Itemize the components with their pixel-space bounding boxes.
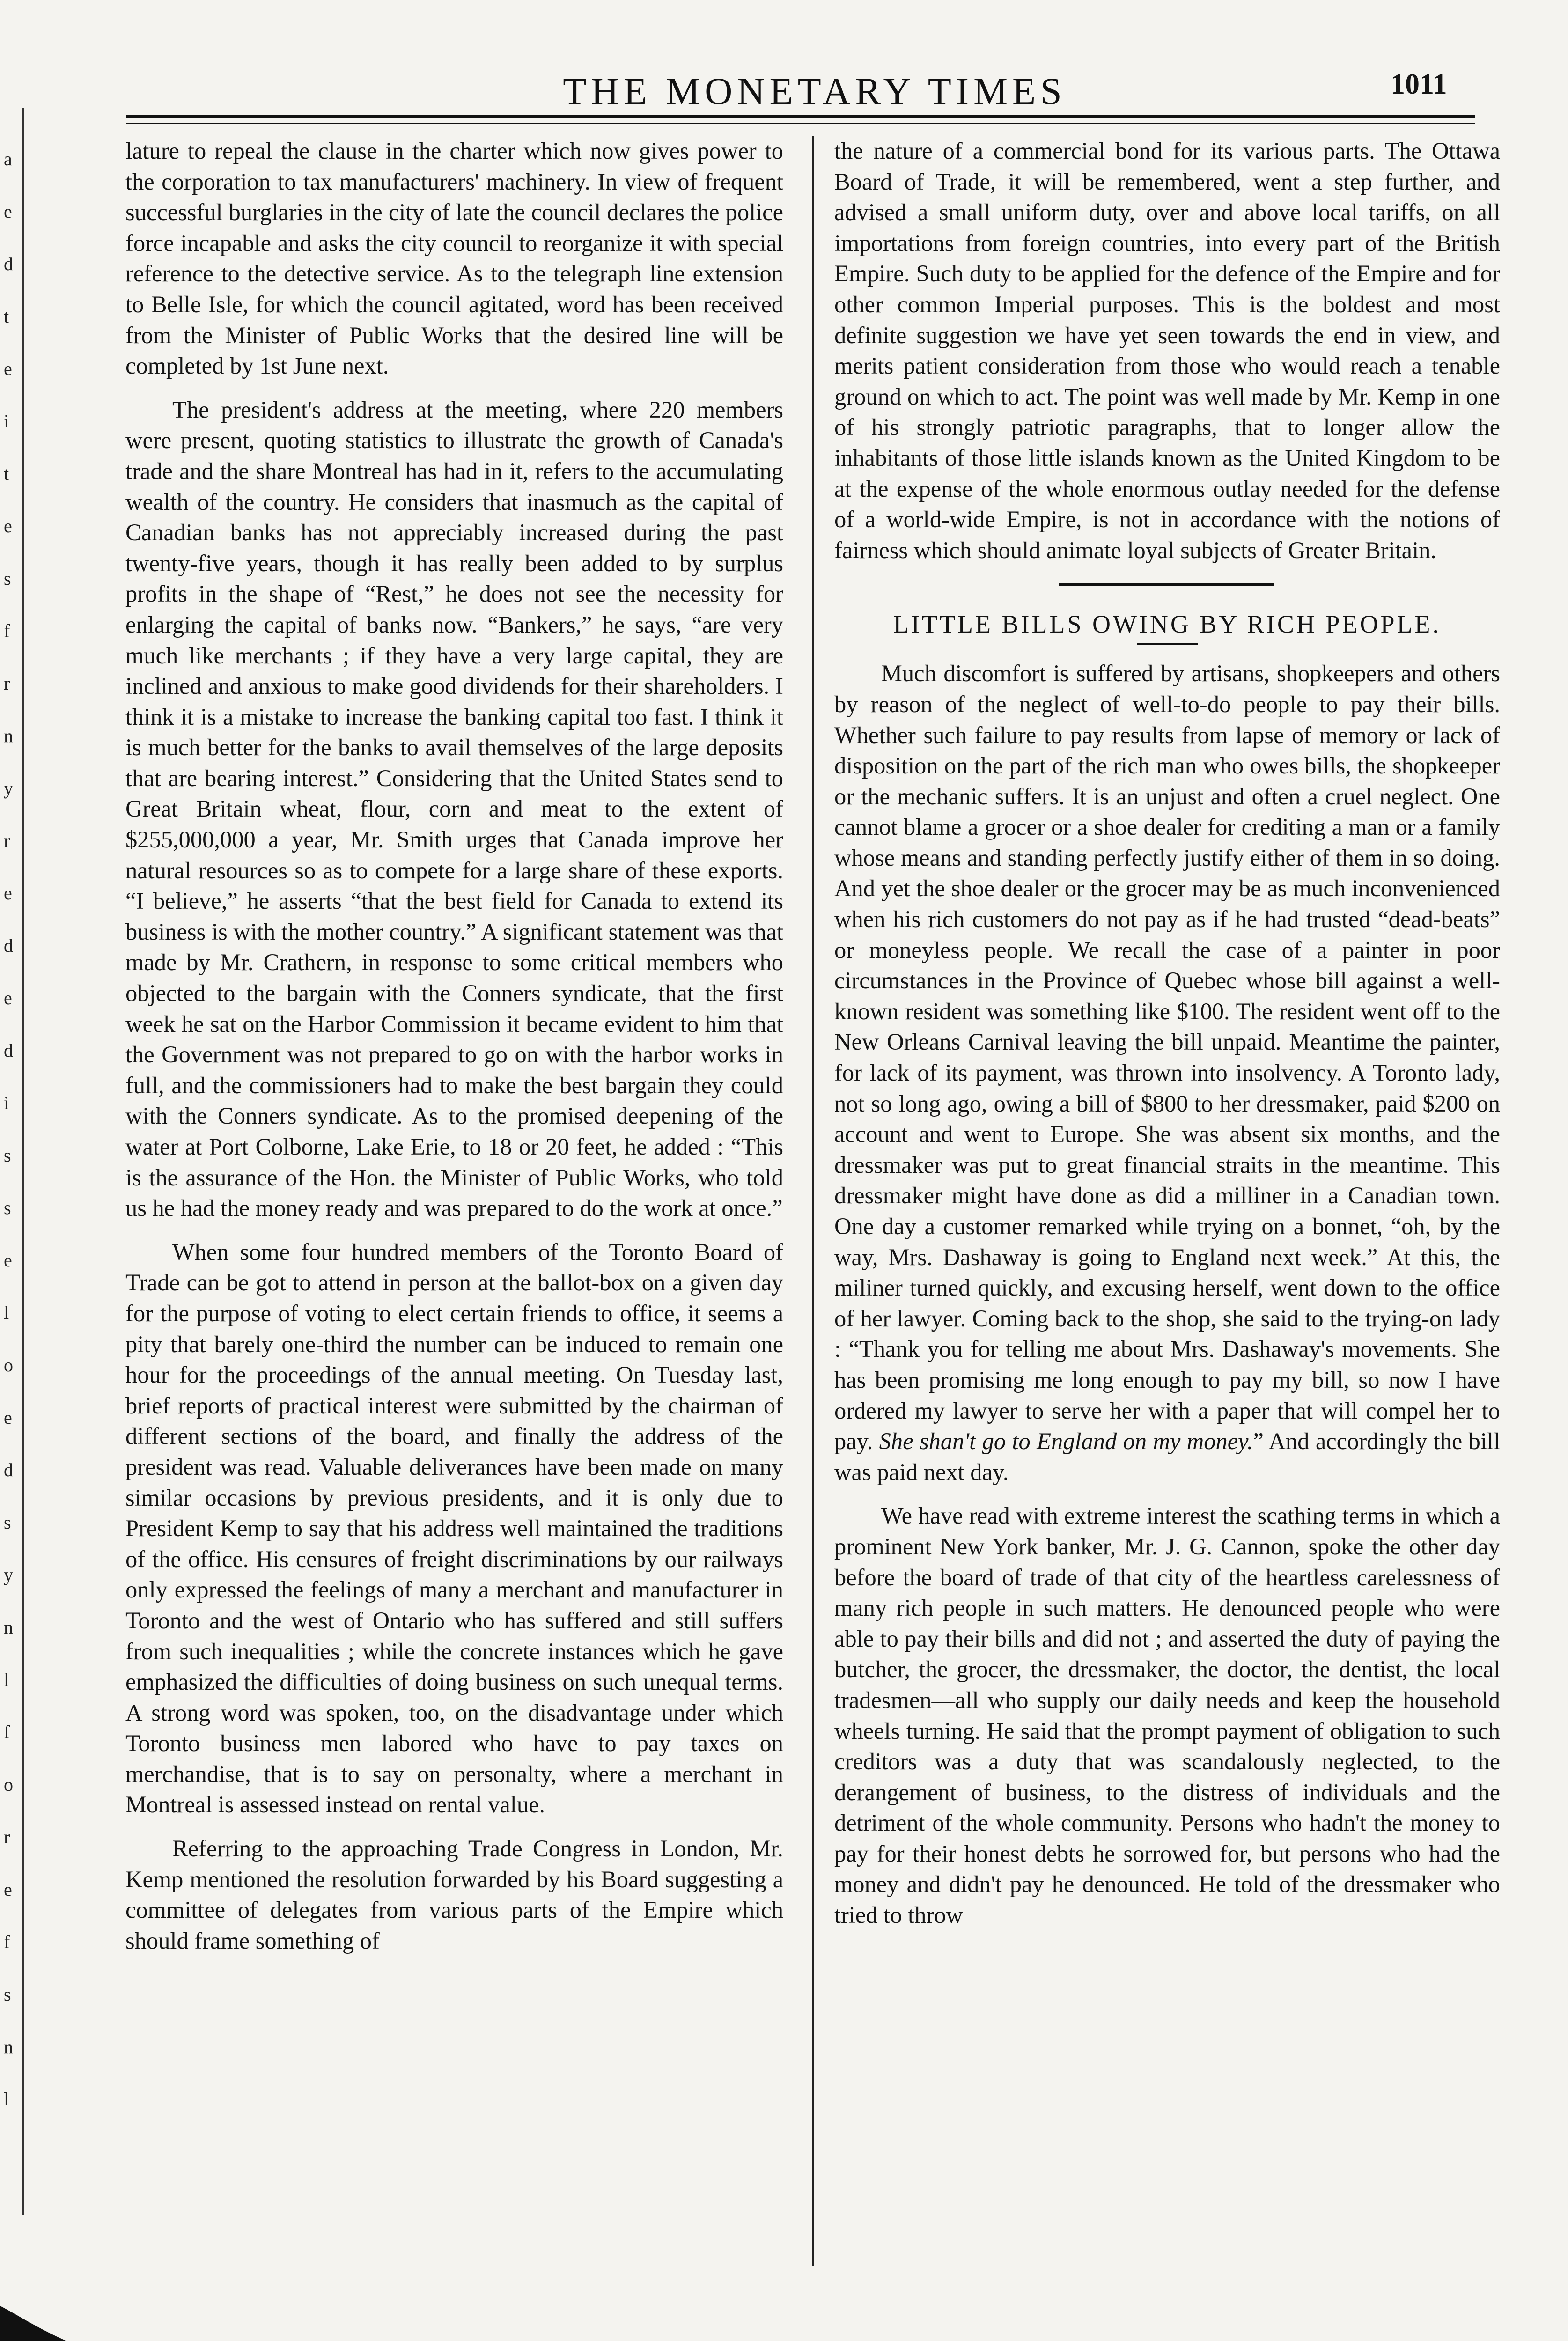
margin-char: n bbox=[4, 2036, 13, 2057]
margin-char: r bbox=[4, 673, 10, 694]
header-rule-thin bbox=[126, 123, 1475, 124]
margin-char: s bbox=[4, 1197, 11, 1218]
margin-char: s bbox=[4, 1512, 11, 1533]
margin-char: i bbox=[4, 411, 9, 432]
margin-char: n bbox=[4, 725, 13, 746]
left-column bbox=[125, 136, 783, 1956]
paragraph: The president's address at the meeting, where 220 members were present, quoting statistics to illustrate the growth of Canada's trade and the share Montreal has had in it, refers to the accumulating wealth of the country. He considers that inasmuch as the capital of Canadian banks has not appreciably increased during the past twenty-five years, though it has really been added to by surplus profits in the shape of “Rest,” he does not see the necessity for enlarging the capital of banks now. “Bankers,” he says, “are very much like merchants ; if they have a very large capital, they are inclined and anxious to make good dividends for their shareholders. I think it is a mistake to increase the banking capital too fast. I think it is much better for the banks to avail themselves of the large deposits that are bearing interest.” Considering that the United States send to Great Britain wheat, flour, corn and meat to the extent of $255,000,000 a year, Mr. Smith urges that Canada improve her natural resources so as to compete for a large share of these exports. “I believe,” he asserts “that the best field for Canada to extend its business is with the mother country.” A significant statement was that made by Mr. Crathern, in response to some critical members who objected to the bargain with the Conners syndicate, that the first week he sat on the Harbor Commission it became evident to him that the Government was not prepared to go on with the harbor works in full, and the commissioners had to make the best bargain they could with the Conners syndicate. As to the promised deepening of the water at Port Colborne, Lake Erie, to 18 or 20 feet, he added : “This is the assurance of the Hon. the Minister of Public Works, who told us he had the money ready and was prepared to do the work at once.” bbox=[125, 396, 783, 1222]
paragraph: When some four hundred members of the Toronto Board of Trade can be got to attend in person at the ballot-box on a given day for the purpose of voting to elect certain friends to office, it seems a pity that barely one-third the number can be induced to remain one hour for the proceedings of the annual meeting. On Tuesday last, brief reports of practical interest were submitted by the chairman of different sections of the board, and finally the address of the president was read. Valuable deliverances have been made on many similar occasions by previous presidents, and it is only due to President Kemp to say that his address well maintained the traditions of the office. His censures of freight discriminations by our railways only expressed the feelings of many a merchant and manufacturer in Toronto and the west of Ontario who has suffered and still suffers from such inequalities ; while the concrete instances which he gave emphasized the difficulties of doing business on such unequal terms. A strong word was spoken, too, on the disadvantage under which Toronto business men labored who have to pay taxes on merchandise, that is to say on personalty, where a merchant in Montreal is assessed instead on rental value. bbox=[125, 1238, 783, 1818]
margin-char: r bbox=[4, 1826, 10, 1848]
margin-char: s bbox=[4, 568, 11, 589]
header-rule-thick bbox=[126, 115, 1475, 118]
article-heading: LITTLE BILLS OWING BY RICH PEOPLE. bbox=[893, 610, 1441, 639]
margin-char: s bbox=[4, 1145, 11, 1166]
column-divider bbox=[812, 136, 814, 2266]
paragraph: Referring to the approaching Trade Congress in London, Mr. Kemp mentioned the resolution forwarded by his Board suggesting a committee of delegates from various parts of the Empire which should frame something of bbox=[125, 1835, 783, 1954]
margin-char: t bbox=[4, 306, 9, 327]
margin-char: e bbox=[4, 987, 12, 1009]
section-separator-rule bbox=[1059, 583, 1274, 586]
margin-char: r bbox=[4, 830, 10, 851]
margin-char: s bbox=[4, 1984, 11, 2005]
margin-char: e bbox=[4, 883, 12, 904]
margin-char: d bbox=[4, 935, 13, 956]
margin-char: n bbox=[4, 1617, 13, 1638]
margin-char: d bbox=[4, 253, 13, 274]
masthead-title: THE MONETARY TIMES bbox=[563, 70, 1067, 112]
margin-char: e bbox=[4, 1879, 12, 1900]
margin-char: l bbox=[4, 2089, 9, 2110]
margin-char: f bbox=[4, 620, 10, 641]
margin-char: o bbox=[4, 1355, 13, 1376]
section-separator bbox=[834, 566, 1500, 603]
margin-char: o bbox=[4, 1774, 13, 1795]
corner-ink-mark bbox=[0, 2273, 140, 2341]
margin-char: l bbox=[4, 1302, 9, 1323]
margin-char: y bbox=[4, 778, 13, 799]
margin-char: a bbox=[4, 148, 12, 169]
paragraph: the nature of a commercial bond for its various parts. The Ottawa Board of Trade, it will be remembered, went a step further, and advised a small uniform duty, over and above local tariffs, on all importations from foreign countries, into every part of the British Empire. Such duty to be applied for the defence of the Empire and for other common Imperial purposes. This is the boldest and most definite suggestion we have yet seen towards the end in view, and merits patient consideration from those who would reach a tenable ground on which to act. The point was well made by Mr. Kemp in one of his strongly patriotic paragraphs, that to longer allow the inhabitants of those little islands known as the United Kingdom to be at the expense of the whole enormous outlay needed for the defense of a world-wide Empire, is not in accordance with the notions of fairness which should animate loyal subjects of Greater Britain. bbox=[834, 138, 1500, 563]
margin-char: d bbox=[4, 1459, 13, 1480]
margin-char: e bbox=[4, 1407, 12, 1428]
page-number: 1011 bbox=[1391, 68, 1447, 100]
margin-char: f bbox=[4, 1931, 10, 1952]
paragraph bbox=[834, 658, 1500, 1487]
italic-quote: She shan't go to England on my money. bbox=[879, 1428, 1253, 1455]
margin-char: e bbox=[4, 201, 12, 222]
margin-char: i bbox=[4, 1092, 9, 1113]
article-text: Much discomfort is suffered by artisans, shopkeepers and others by reason of the neglect of well-to-do people to pay their bills. Whether such failure to pay results from lapse of memory or lack of disposition on the part of the rich man who owes bills, the shopkeeper or the mechanic suffers. It is an unjust and often a cruel neglect. One cannot blame a grocer or a shoe dealer for crediting a man or a family whose means and standing perfectly justify either of them in so doing. And yet the shoe dealer or the grocer may be as much inconvenienced when his rich customers do not pay as if he had trusted “dead-beats” or moneyless people. We recall the case of a painter in poor circumstances in the Province of Quebec whose bill against a well-known resident was something like $100. The resident went off to the New Orleans Carnival leaving the bill unpaid. Meantime the painter, for lack of its payment, was thrown into insolvency. A Toronto lady, not so long ago, owing a bill of $800 to her dressmaker, paid $200 on account and went to Europe. She was absent six months, and the dressmaker was put to great financial straits in the meantime. This dressmaker might have done as did a milliner in a Canadian town. One day a customer remarked while trying on a bonnet, “oh, by the way, Mrs. Dashaway is going to England next week.” At this, the miliner turned quickly, and excusing herself, went down to the office of her lawyer. Coming back to the shop, she said to the trying-on lady : “Thank you for telling me about Mrs. Dashaway's movements. She has been promising me long enough to pay my bill, so now I have ordered my lawyer to serve her with a paper that will compel her to pay. bbox=[834, 660, 1500, 1455]
paragraph: lature to repeal the clause in the charter which now gives power to the corporation to tax manufacturers' machinery. In view of frequent successful burglaries in the city of late the council declares the police force incapable and asks the city council to reorganize it with special reference to the detective service. As to the telegraph line extension to Belle Isle, for which the council agitated, word has been received from the Minister of Public Works that the desired line will be completed by 1st June next. bbox=[125, 138, 783, 379]
right-column bbox=[834, 136, 1500, 1931]
article-text: ” And accordingly the bill was paid next day. bbox=[834, 1428, 1501, 1485]
margin-char: d bbox=[4, 1040, 13, 1061]
margin-char: y bbox=[4, 1564, 13, 1585]
margin-char: e bbox=[4, 358, 12, 379]
heading-rule bbox=[1137, 643, 1198, 645]
margin-char: t bbox=[4, 463, 9, 484]
margin-char: f bbox=[4, 1722, 10, 1743]
paragraph: We have read with extreme interest the scathing terms in which a prominent New York banker, Mr. J. G. Cannon, spoke the other day before the board of trade of that city of the heartless carelessness of many rich people in such matters. He denounced people who were able to pay their bills and did not ; and asserted the duty of paying the butcher, the grocer, the dressmaker, the doctor, the dentist, the local tradesmen—all who supply our daily needs and keep the household wheels turning. He said that the prompt payment of obligation to such creditors was a duty that was scandalously neglected, to the derangement of business, to the distress of individuals and the detriment of the whole community. Persons who hadn't the money to pay for their honest debts he sorrowed for, but persons who had the money and didn't pay he denounced. He told of the dressmaker who tried to throw bbox=[834, 1502, 1500, 1929]
margin-char: e bbox=[4, 1250, 12, 1271]
margin-char: l bbox=[4, 1669, 9, 1690]
left-margin-strip bbox=[0, 108, 24, 2215]
margin-char: e bbox=[4, 515, 12, 537]
